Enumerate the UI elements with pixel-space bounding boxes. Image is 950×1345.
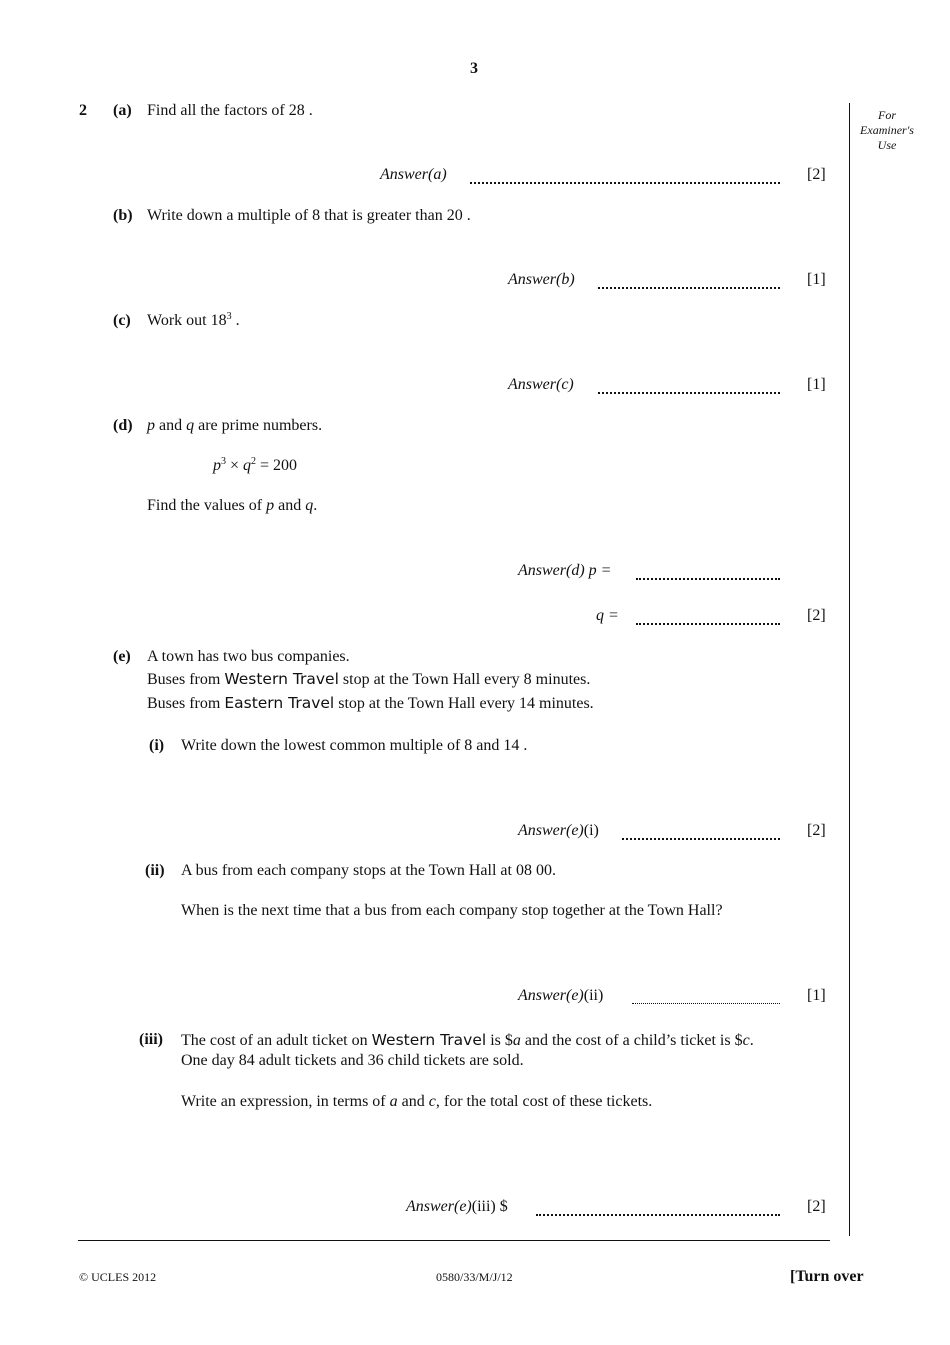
answer-a-label: Answer(a) xyxy=(380,166,447,183)
part-c-text xyxy=(147,312,240,330)
find-text: Find the values of xyxy=(147,497,267,514)
part-c-exponent: 3 xyxy=(226,311,232,322)
iii-l3a: Write an expression, in terms of xyxy=(181,1093,390,1110)
part-e-ii-text2: When is the next time that a bus from each company stop together at the Town Hall? xyxy=(181,902,723,919)
answer-b-field[interactable] xyxy=(598,287,780,289)
question-number: 2 xyxy=(79,102,87,119)
answer-b-label: Answer(b) xyxy=(508,271,575,288)
answer-e-i-suffix: (i) xyxy=(583,822,599,839)
part-e-i-label: (i) xyxy=(149,737,165,754)
part-e-line3 xyxy=(147,694,594,713)
find-p: p xyxy=(266,497,275,514)
iii-l3-var-a: a xyxy=(389,1093,398,1110)
part-e-label: (e) xyxy=(113,648,131,665)
part-e-iii-label: (iii) xyxy=(139,1031,163,1048)
eq-p: p xyxy=(213,457,221,474)
answer-e-i-label xyxy=(518,822,599,840)
part-c-text-post: . xyxy=(231,312,240,329)
iii-t3: and the cost of a child’s ticket is $ xyxy=(520,1032,743,1049)
answer-a-field[interactable] xyxy=(470,182,780,184)
part-d-text xyxy=(147,417,322,435)
part-e-ii-label: (ii) xyxy=(145,862,165,879)
eq-rhs: = 200 xyxy=(256,457,298,474)
var-p: p xyxy=(147,417,155,434)
marks-b: [1] xyxy=(807,271,826,288)
examiner-use-box xyxy=(852,108,922,153)
eq-exp-p: 3 xyxy=(221,456,226,467)
marks-e-iii: [2] xyxy=(807,1198,826,1215)
footer-copyright: © UCLES 2012 xyxy=(79,1270,157,1284)
eastern-travel: Eastern Travel xyxy=(224,694,335,712)
part-d-find xyxy=(147,497,317,515)
marks-a: [2] xyxy=(807,166,826,183)
answer-e-i-italic: Answer(e) xyxy=(518,822,584,839)
answer-e-iii-field[interactable] xyxy=(536,1214,780,1216)
answer-e-iii-italic: Answer(e) xyxy=(406,1198,472,1215)
marks-e-ii: [1] xyxy=(807,987,826,1004)
marks-c: [1] xyxy=(807,376,826,393)
line3-tail: stop at the Town Hall every 14 minutes. xyxy=(334,695,594,712)
answer-e-ii-suffix: (ii) xyxy=(583,987,604,1004)
answer-d-q-field[interactable] xyxy=(636,623,780,625)
answer-e-ii-field[interactable] xyxy=(632,1003,780,1004)
answer-e-i-field[interactable] xyxy=(622,838,780,840)
part-e-iii-line2: One day 84 adult tickets and 36 child tickets are sold. xyxy=(181,1052,524,1069)
answer-e-ii-label xyxy=(518,987,603,1005)
part-a-label: (a) xyxy=(113,102,132,119)
answer-c-label: Answer(c) xyxy=(508,376,574,393)
examiner-line-1: For xyxy=(878,108,896,122)
examiner-margin-line xyxy=(849,103,850,1236)
part-e-iii-line1 xyxy=(181,1031,754,1050)
answer-d-p-field[interactable] xyxy=(636,578,780,580)
page-number: 3 xyxy=(470,60,478,77)
iii-l3c: , for the total cost of these tickets. xyxy=(435,1093,653,1110)
answer-c-field[interactable] xyxy=(598,392,780,394)
part-c-label: (c) xyxy=(113,312,131,329)
line2-tail: stop at the Town Hall every 8 minutes. xyxy=(338,671,591,688)
and-word: and xyxy=(155,417,187,434)
iii-l3b: and xyxy=(397,1093,429,1110)
iii-var-c: c xyxy=(742,1032,750,1049)
part-e-line2 xyxy=(147,670,590,689)
footer-turn-over: [Turn over xyxy=(790,1268,864,1285)
answer-e-ii-italic: Answer(e) xyxy=(518,987,584,1004)
footer-paper-code: 0580/33/M/J/12 xyxy=(436,1270,513,1284)
iii-t2: is $ xyxy=(486,1032,513,1049)
western-travel: Western Travel xyxy=(224,670,339,688)
iii-t1: The cost of an adult ticket on xyxy=(181,1032,372,1049)
buses-from-2: Buses from xyxy=(147,695,225,712)
iii-l3-var-c: c xyxy=(428,1093,436,1110)
eq-times: × xyxy=(226,457,244,474)
answer-d-q-label: q = xyxy=(596,607,619,624)
answer-e-iii-suffix: (iii) $ xyxy=(471,1198,508,1215)
iii-western-travel: Western Travel xyxy=(371,1031,487,1049)
examiner-line-3: Use xyxy=(877,138,897,152)
part-e-i-text: Write down the lowest common multiple of 8 and 14 . xyxy=(181,737,528,754)
answer-e-iii-label xyxy=(406,1198,508,1216)
footer-divider xyxy=(78,1240,830,1241)
buses-from-1: Buses from xyxy=(147,671,225,688)
find-and: and xyxy=(274,497,306,514)
part-b-text: Write down a multiple of 8 that is greater than 20 . xyxy=(147,207,471,224)
examiner-line-2: Examiner's xyxy=(860,123,914,137)
part-c-text-pre: Work out 18 xyxy=(147,312,227,329)
iii-var-a: a xyxy=(512,1032,521,1049)
part-a-text: Find all the factors of 28 . xyxy=(147,102,313,119)
eq-q: q xyxy=(243,457,252,474)
part-e-ii-text1: A bus from each company stops at the Town Hall at 08 00. xyxy=(181,862,556,879)
part-e-line1: A town has two bus companies. xyxy=(147,648,350,665)
marks-d: [2] xyxy=(807,607,826,624)
part-d-tail: are prime numbers. xyxy=(194,417,323,434)
answer-d-label: Answer(d) p = xyxy=(518,562,612,579)
equation xyxy=(213,457,297,475)
marks-e-i: [2] xyxy=(807,822,826,839)
part-b-label: (b) xyxy=(113,207,133,224)
find-q: q xyxy=(305,497,314,514)
iii-t4: . xyxy=(749,1032,754,1049)
find-end: . xyxy=(313,497,318,514)
part-e-iii-line3 xyxy=(181,1093,652,1111)
eq-exp-q: 2 xyxy=(251,456,257,467)
part-d-label: (d) xyxy=(113,417,133,434)
var-q: q xyxy=(186,417,195,434)
